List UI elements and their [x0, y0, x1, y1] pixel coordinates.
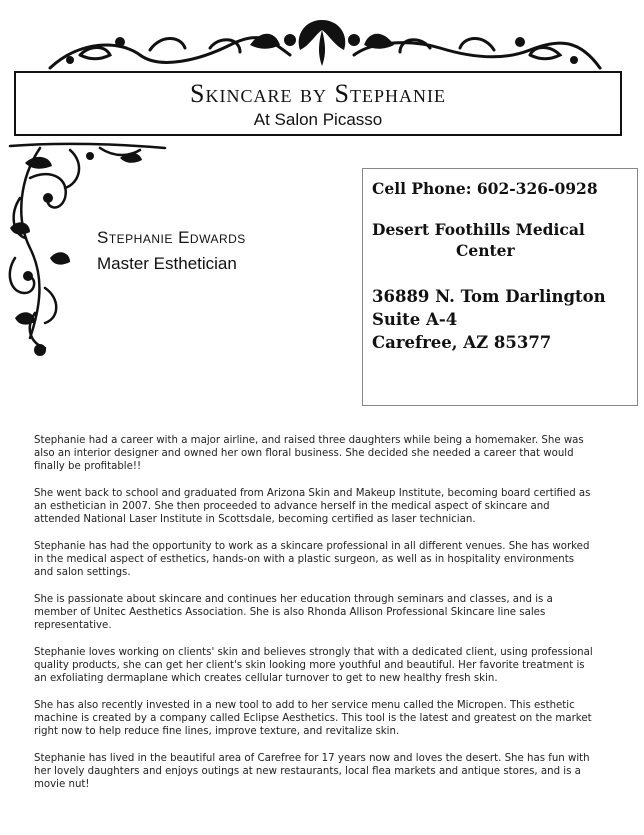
profile-name: Stephanie Edwards [97, 228, 246, 247]
header-title-box [14, 71, 622, 136]
bio-paragraph: Stephanie has lived in the beautiful area of Carefree for 17 years now and loves the desert. She has fun with her lovely daughters and enjoys outings at new restaurants, local flea markets and antique stores, and is a movie nut! [34, 753, 590, 790]
contact-location-line1: Desert Foothills Medical [372, 220, 585, 239]
corner-ornament-scroll [0, 138, 170, 363]
contact-address-line1: 36889 N. Tom Darlington [372, 287, 606, 306]
contact-phone: Cell Phone: 602-326-0928 [372, 179, 598, 198]
page-subtitle: At Salon Picasso [253, 110, 383, 129]
bio-paragraph: Stephanie loves working on clients' skin and believes strongly that with a dedicated client, using professional quality products, she can get her client's skin looking more youthful and beautiful. Her favorite treatment is an exfoliating dermaplane which creates cellular turnover to get to new healthy fresh skin. [34, 647, 593, 684]
contact-address-line2: Suite A-4 [372, 310, 458, 329]
contact-address-line3: Carefree, AZ 85377 [372, 333, 552, 352]
contact-info-box [362, 168, 638, 406]
profile-role: Master Esthetician [97, 254, 237, 273]
contact-location-line2: Center [456, 241, 515, 260]
top-ornament-flourish [0, 0, 644, 70]
bio-paragraph: She went back to school and graduated from Arizona Skin and Makeup Institute, becoming board certified as an esthetician in 2007. She then proceeded to advance herself in the medical aspect of skincare and attended National Laser Institute in Scottsdale, becoming certified as laser technician. [34, 488, 591, 525]
bio-paragraph: Stephanie has had the opportunity to work as a skincare professional in all different venues. She has worked in the medical aspect of esthetics, hands-on with a plastic surgeon, as well as in hospitality environments and salon settings. [34, 541, 590, 578]
bio-paragraph: She has also recently invested in a new tool to add to her service menu called the Micropen. This esthetic machine is created by a company called Eclipse Aesthetics. This tool is the latest and greatest on the market right now to help reduce fine lines, improve texture, and revitalize skin. [34, 700, 592, 737]
page-title: Skincare by Stephanie [190, 79, 446, 108]
bio-paragraph: Stephanie had a career with a major airline, and raised three daughters while being a homemaker. She was also an interior designer and owned her own floral business. She decided she needed a career that would finally be profitable!! [34, 435, 584, 472]
bio-paragraph: She is passionate about skincare and continues her education through seminars and classes, and is a member of Unitec Aesthetics Association. She is also Rhonda Allison Professional Skincare line sales representative. [34, 594, 553, 631]
biography [34, 434, 594, 805]
